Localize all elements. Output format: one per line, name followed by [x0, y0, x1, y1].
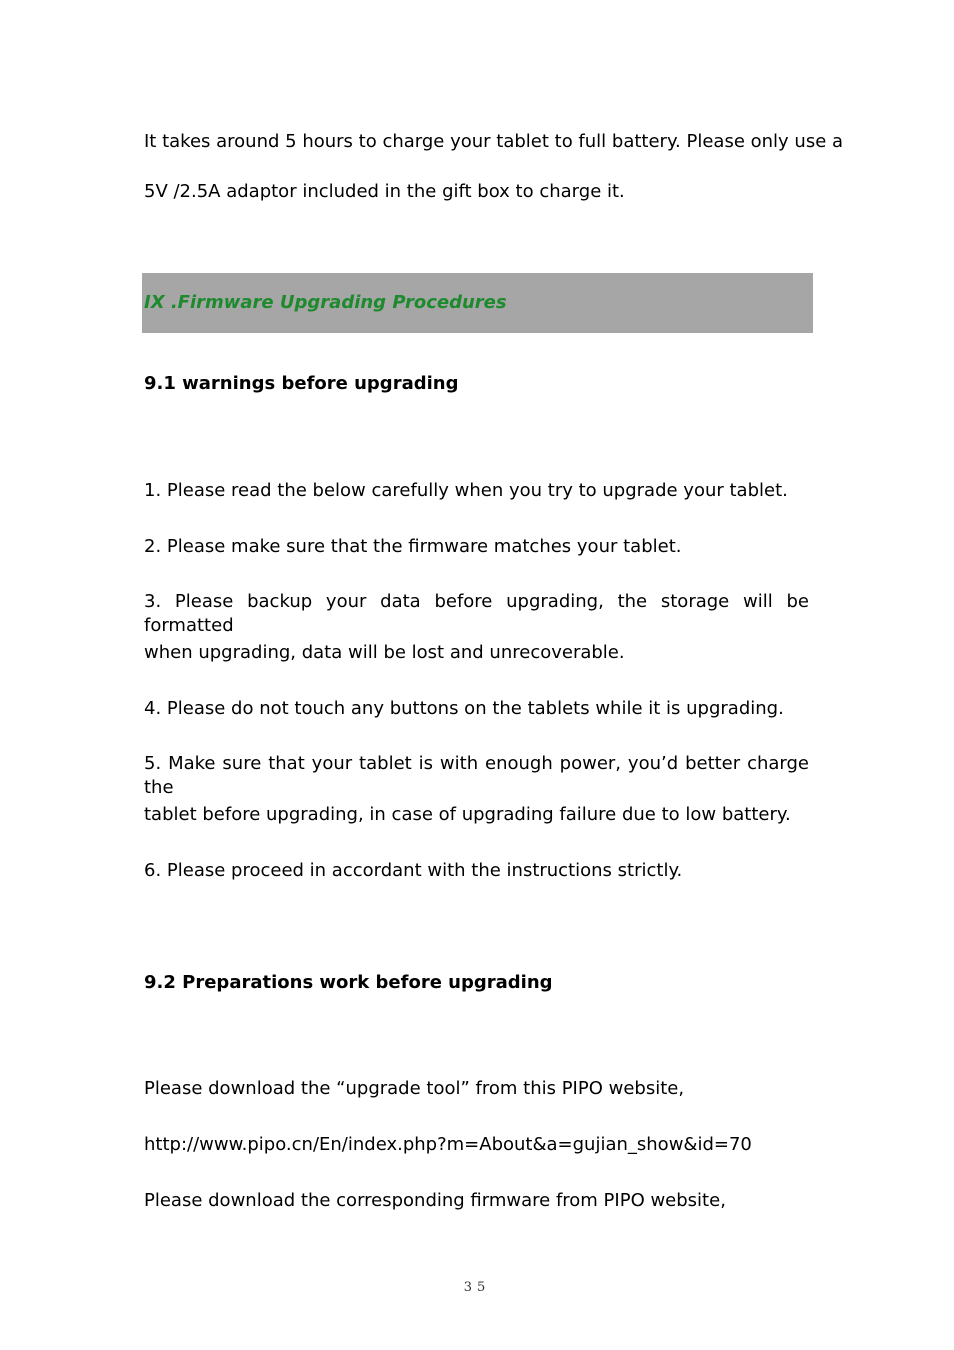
preparations-line-2: Please download the corresponding firmware from PIPO website, — [144, 1190, 726, 1211]
section-header-bar — [142, 273, 813, 333]
warning-item-5-line-2: tablet before upgrading, in case of upgrading failure due to low battery. — [144, 804, 791, 825]
warning-item-3-line-1: 3. Please backup your data before upgrading, the storage will be formatted — [144, 591, 809, 636]
warning-item-3-line-2: when upgrading, data will be lost and unrecoverable. — [144, 642, 625, 663]
warning-item-6: 6. Please proceed in accordant with the instructions strictly. — [144, 860, 683, 881]
preparations-line-1: Please download the “upgrade tool” from this PIPO website, — [144, 1078, 685, 1099]
upgrade-tool-url[interactable]: http://www.pipo.cn/En/index.php?m=About&a=gujian_show&id=70 — [144, 1134, 752, 1155]
warning-item-4: 4. Please do not touch any buttons on the tablets while it is upgrading. — [144, 698, 784, 719]
warnings-heading: 9.1 warnings before upgrading — [144, 373, 459, 394]
intro-line-1: It takes around 5 hours to charge your tablet to full battery. Please only use a — [144, 131, 844, 152]
section-title: IX .Firmware Upgrading Procedures — [144, 292, 507, 313]
preparations-heading: 9.2 Preparations work before upgrading — [144, 972, 553, 993]
intro-line-2: 5V /2.5A adaptor included in the gift box to charge it. — [144, 181, 625, 202]
warning-item-5-line-1: 5. Make sure that your tablet is with enough power, you’d better charge the — [144, 753, 809, 798]
warning-item-1: 1. Please read the below carefully when you try to upgrade your tablet. — [144, 480, 788, 501]
page-number: 35 — [463, 1280, 491, 1295]
warning-item-2: 2. Please make sure that the firmware matches your tablet. — [144, 536, 682, 557]
